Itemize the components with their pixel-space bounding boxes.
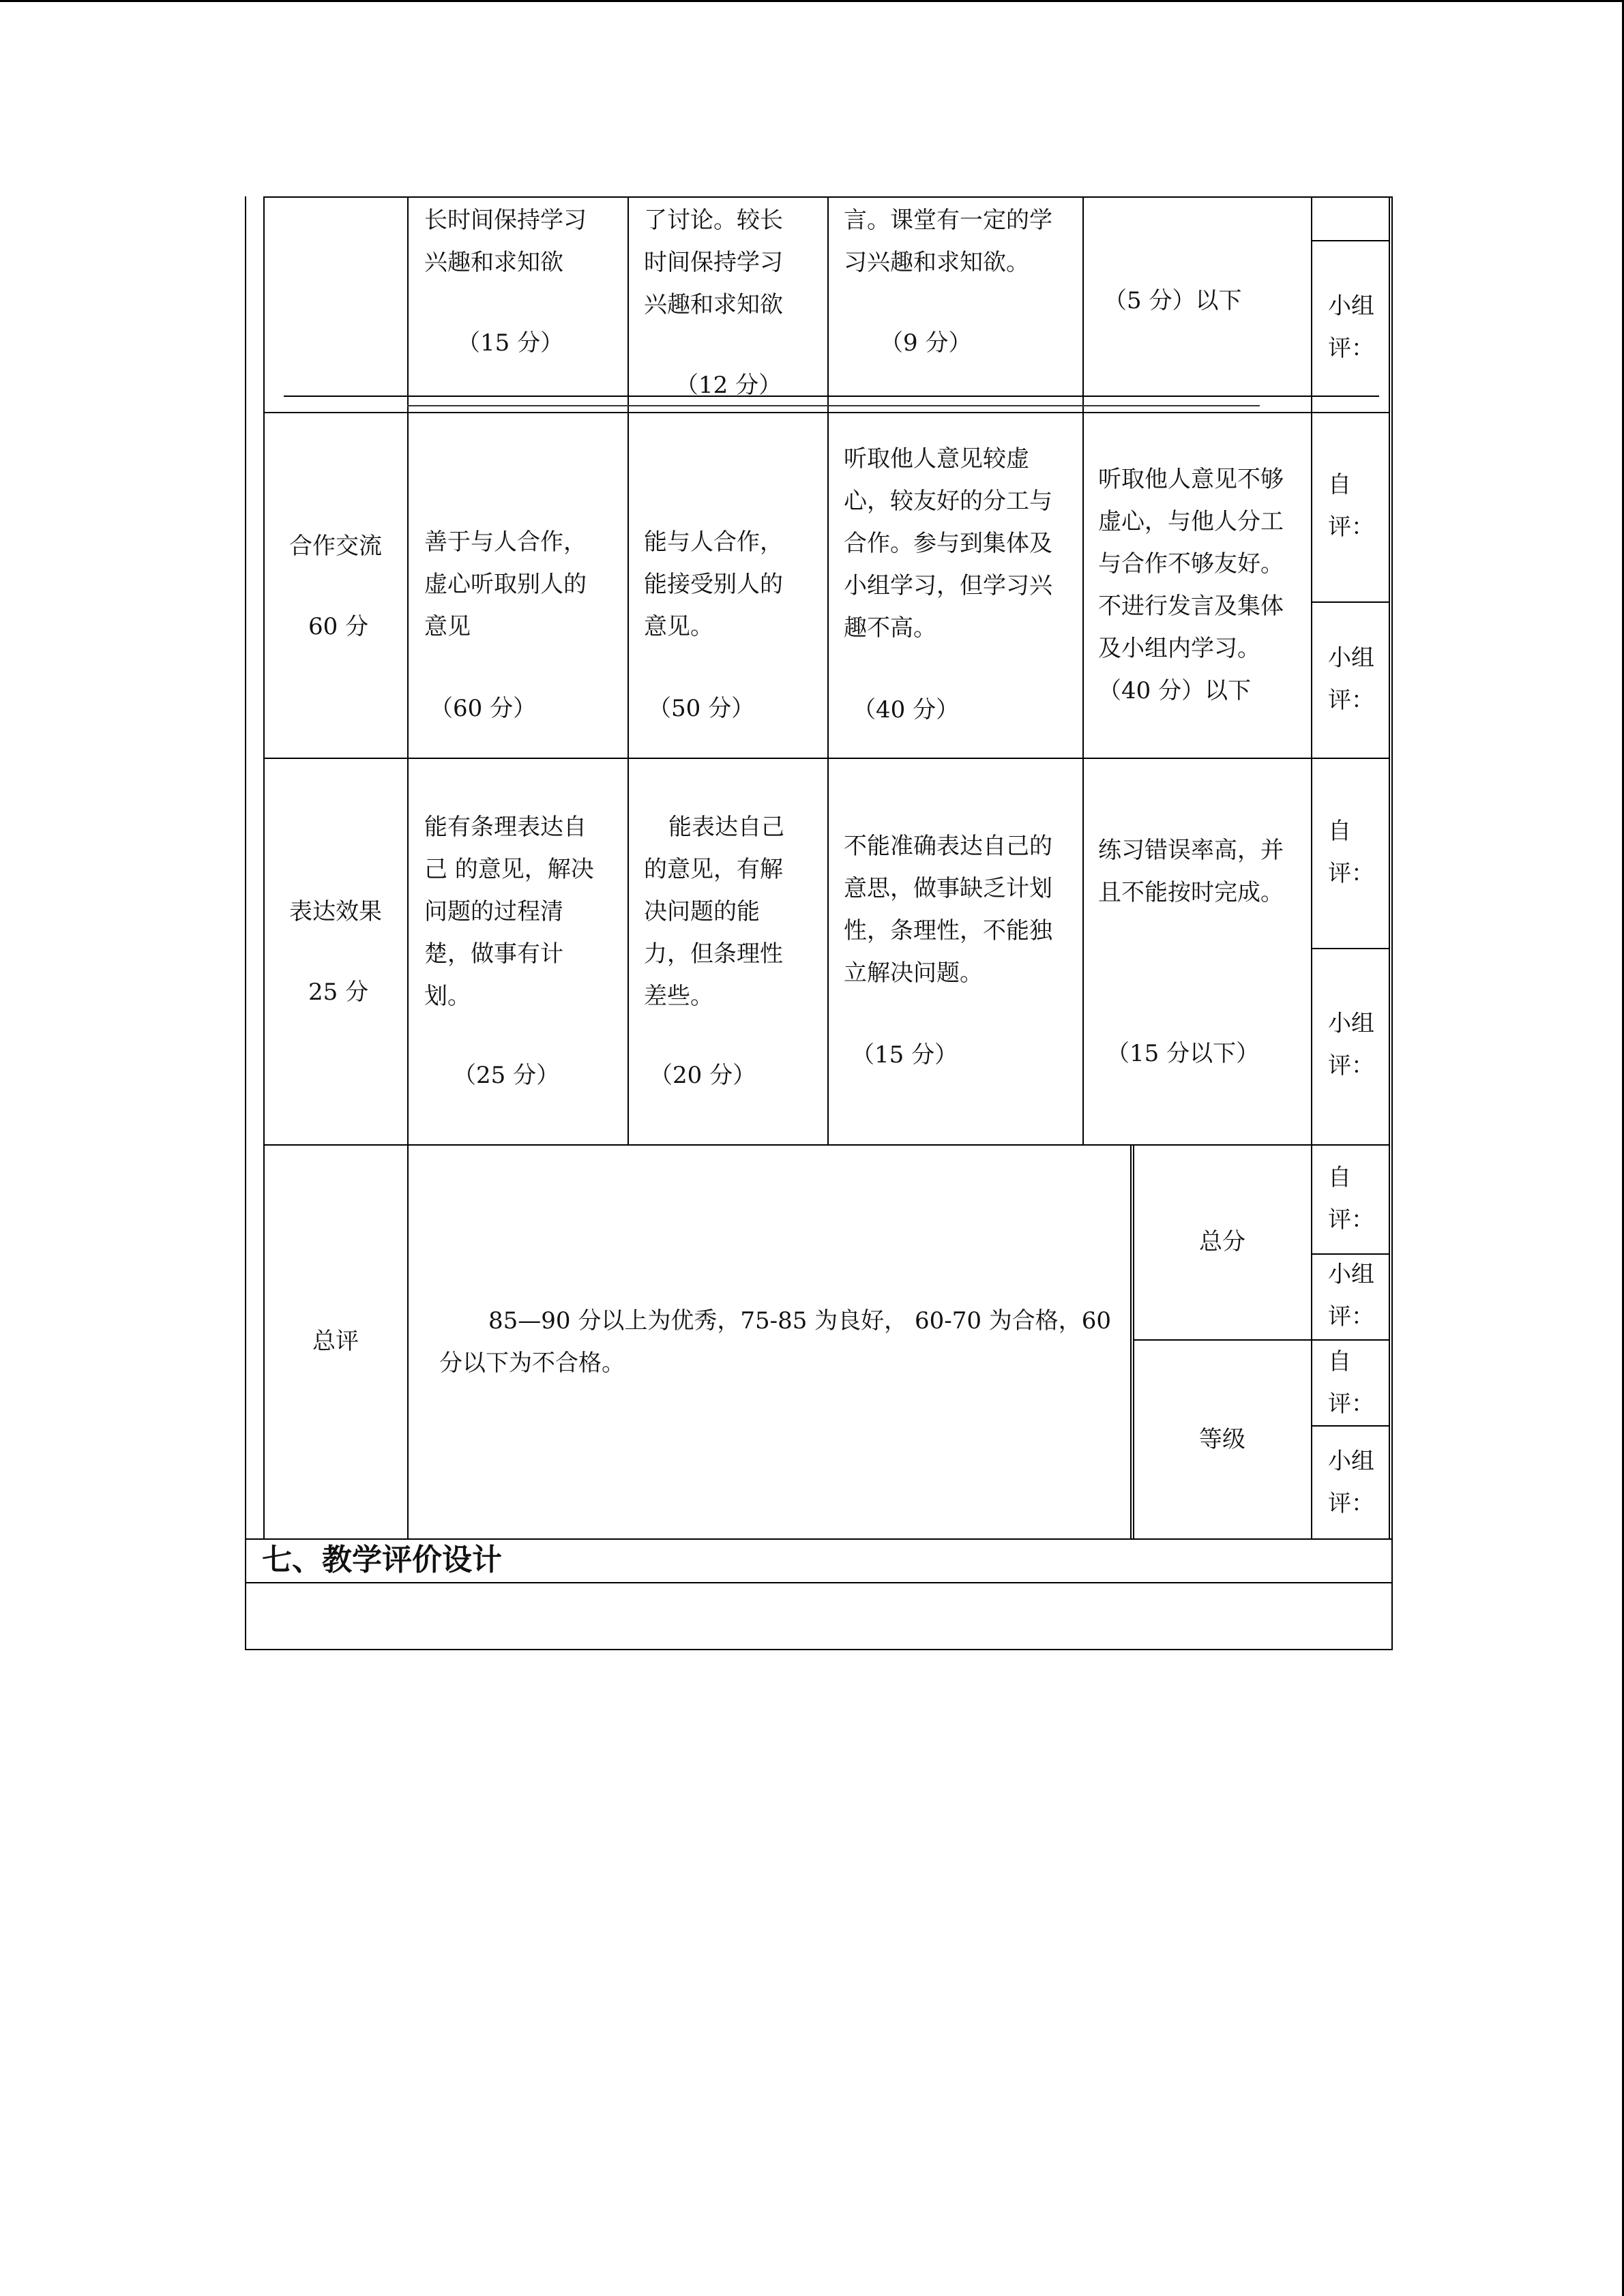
cooperation-best-score: （60 分） [430,695,537,722]
attention-good-line2: 时间保持学习 [644,249,783,276]
cooperation-poor-score: （40 分）以下 [1098,677,1252,704]
summary-rule-line1: 85—90 分以上为优秀，75-85 为良好， 60-70 为合格，60 [488,1307,1112,1335]
grade-group-eval-line2: 评： [1328,1490,1374,1517]
expression-good-score: （20 分） [649,1062,756,1089]
expression-group-eval-line1: 小组 [1328,1010,1374,1037]
expression-criterion-name: 表达效果 [289,898,382,925]
expression-good-line4: 力，但条理性 [644,940,783,968]
expression-self-eval-line2: 评： [1328,860,1374,887]
cooperation-group-eval-line1: 小组 [1328,644,1374,672]
expression-group-eval-line2: 评： [1328,1052,1374,1079]
total-self-eval-line2: 评： [1328,1206,1374,1234]
expression-fair-score: （15 分） [851,1041,958,1069]
expression-self-eval-line1: 自 [1328,818,1351,845]
cooperation-good-line2: 能接受别人的 [644,571,783,598]
attention-group-eval-line1: 小组 [1328,293,1374,320]
cooperation-group-eval-line2: 评： [1328,687,1374,714]
expression-best-line3: 问题的过程清 [424,898,563,925]
attention-best-score: （15 分） [457,329,564,357]
attention-fair-line2: 习兴趣和求知欲。 [844,249,1029,276]
cooperation-self-eval-line1: 自 [1328,471,1351,498]
expression-best-line1: 能有条理表达自 [424,814,587,841]
expression-fair-line2: 意思，做事缺乏计划 [844,875,1052,902]
expression-fair-line4: 立解决问题。 [844,959,983,987]
cooperation-good-line1: 能与人合作， [644,528,783,556]
cooperation-fair-score: （40 分） [853,696,960,724]
attention-group-eval-line2: 评： [1328,335,1374,362]
attention-best-line2: 兴趣和求知欲 [424,249,563,276]
cooperation-best-line2: 虚心听取别人的 [424,571,587,598]
cooperation-good-line3: 意见。 [644,613,713,640]
cooperation-criterion-points: 60 分 [308,613,369,640]
cooperation-criterion-name: 合作交流 [289,533,382,560]
cooperation-poor-line2: 虚心，与他人分工 [1098,508,1284,535]
expression-criterion-points: 25 分 [308,979,369,1006]
expression-poor-line2: 且不能按时完成。 [1098,879,1284,906]
cooperation-best-line3: 意见 [424,613,471,640]
total-group-eval-line2: 评： [1328,1303,1374,1330]
attention-best-line1: 长时间保持学习 [424,207,587,234]
attention-good-score: （12 分） [675,372,782,399]
total-score-label: 总分 [1199,1228,1245,1255]
section-content-cell[interactable] [246,1583,1391,1649]
summary-rule-line2: 分以下为不合格。 [439,1350,625,1377]
total-self-eval-line1: 自 [1328,1164,1351,1191]
attention-good-line1: 了讨论。较长 [644,207,783,234]
expression-best-score: （25 分） [453,1062,560,1089]
cooperation-self-eval-line2: 评： [1328,513,1374,541]
grade-group-eval-line1: 小组 [1328,1448,1374,1475]
attention-good-line3: 兴趣和求知欲 [644,291,783,318]
summary-label: 总评 [312,1328,359,1355]
cooperation-poor-line3: 与合作不够友好。 [1098,550,1284,578]
expression-best-line4: 楚，做事有计 [424,940,563,968]
expression-poor-score: （15 分以下） [1106,1040,1260,1067]
cooperation-fair-line3: 合作。参与到集体及 [844,530,1052,557]
cooperation-poor-line1: 听取他人意见不够 [1098,466,1284,493]
grade-label: 等级 [1199,1426,1245,1453]
attention-fair-score: （9 分） [880,329,972,357]
expression-good-line1: 能表达自己 [668,814,784,841]
cooperation-good-score: （50 分） [648,695,755,722]
attention-fair-line1: 言。课堂有一定的学 [844,207,1052,234]
expression-fair-line1: 不能准确表达自己的 [844,833,1052,860]
grade-self-eval-line2: 评： [1328,1390,1374,1418]
attention-poor-score: （5 分）以下 [1104,287,1242,314]
expression-poor-line1: 练习错误率高，并 [1098,837,1284,864]
cooperation-fair-line2: 心，较友好的分工与 [844,488,1052,515]
expression-best-line5: 划。 [424,983,471,1010]
expression-fair-line3: 性，条理性，不能独 [844,917,1052,944]
section-title: 七、教学评价设计 [262,1542,502,1577]
cooperation-fair-line5: 趣不高。 [844,614,936,642]
total-group-eval-line1: 小组 [1328,1261,1374,1288]
cooperation-poor-line4: 不进行发言及集体 [1098,593,1284,620]
cooperation-fair-line4: 小组学习，但学习兴 [844,572,1052,599]
cooperation-best-line1: 善于与人合作， [424,528,587,556]
cooperation-fair-line1: 听取他人意见较虚 [844,445,1029,473]
cooperation-poor-line5: 及小组内学习。 [1098,635,1260,662]
page-top-border [0,0,1624,2]
expression-good-line2: 的意见，有解 [644,856,783,883]
expression-best-line2: 己 的意见，解决 [424,856,594,883]
expression-good-line3: 决问题的能 [644,898,760,925]
grade-self-eval-line1: 自 [1328,1348,1351,1375]
expression-good-line5: 差些。 [644,983,713,1010]
